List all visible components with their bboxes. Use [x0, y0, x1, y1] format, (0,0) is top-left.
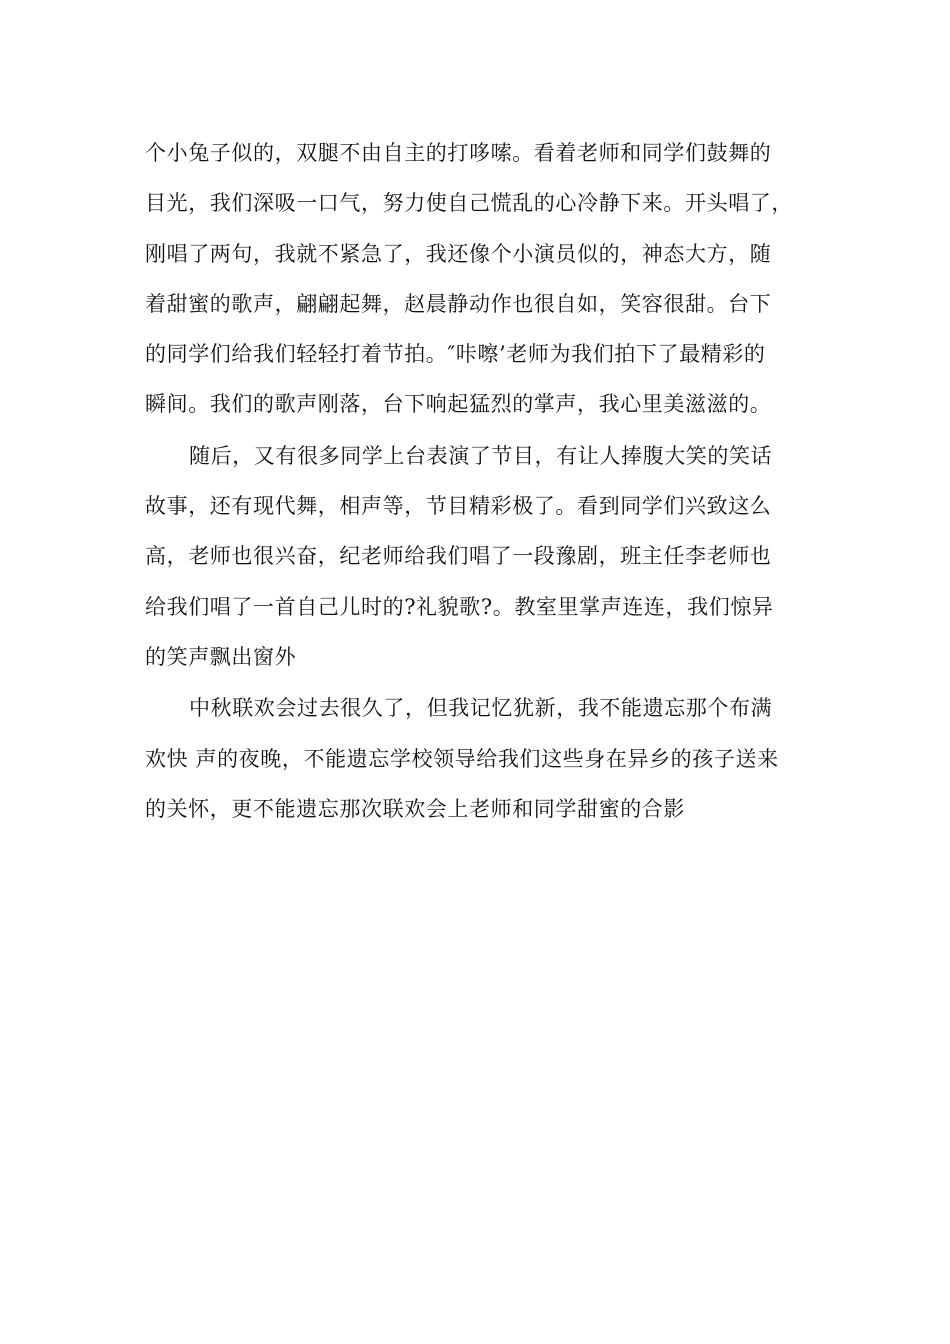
paragraph: [145, 436, 825, 687]
text-line: 着甜蜜的歌声，翩翩起舞，赵晨静动作也很自如，笑容很甜。台下: [145, 291, 772, 316]
text-line: 目光，我们深吸一口气，努力使自己慌乱的心冷静下来。开头唱了，: [145, 191, 793, 216]
text-line: 的关怀，更不能遗忘那次联欢会上老师和同学甜蜜的合影: [145, 796, 685, 821]
text-line: 瞬间。我们的歌声刚落，台下响起猛烈的掌声，我心里美滋滋的。: [145, 392, 772, 417]
text-line: 的笑声飘出窗外: [145, 644, 297, 669]
text-line: 个小兔子似的，双腿不由自主的打哆嗦。看着老师和同学们鼓舞的: [145, 141, 772, 165]
text-line: 刚唱了两句，我就不紧急了，我还像个小演员似的，神态大方，随: [145, 241, 772, 266]
document-body: [145, 133, 825, 839]
text-line: 高，老师也很兴奋，纪老师给我们唱了一段豫剧，班主任李老师也: [145, 544, 772, 569]
text-line: 随后，又有很多同学上台表演了节目，有让人捧腹大笑的笑话: [189, 443, 773, 468]
text-line: 故事，还有现代舞，相声等，节目精彩极了。看到同学们兴致这么: [145, 494, 772, 519]
text-line: 的同学们给我们轻轻打着节拍。″咔嚓’老师为我们拍下了最精彩的: [145, 342, 766, 367]
paragraph: [145, 688, 825, 839]
text-line: 给我们唱了一首自己儿时的?礼貌歌?。教室里掌声连连，我们惊异: [145, 594, 774, 619]
text-line: 欢快 声的夜晚，不能遗忘学校领导给我们这些身在异乡的孩子送来: [145, 746, 779, 771]
paragraph: [145, 133, 825, 435]
text-line: 中秋联欢会过去很久了，但我记忆犹新，我不能遗忘那个布满: [189, 696, 773, 721]
